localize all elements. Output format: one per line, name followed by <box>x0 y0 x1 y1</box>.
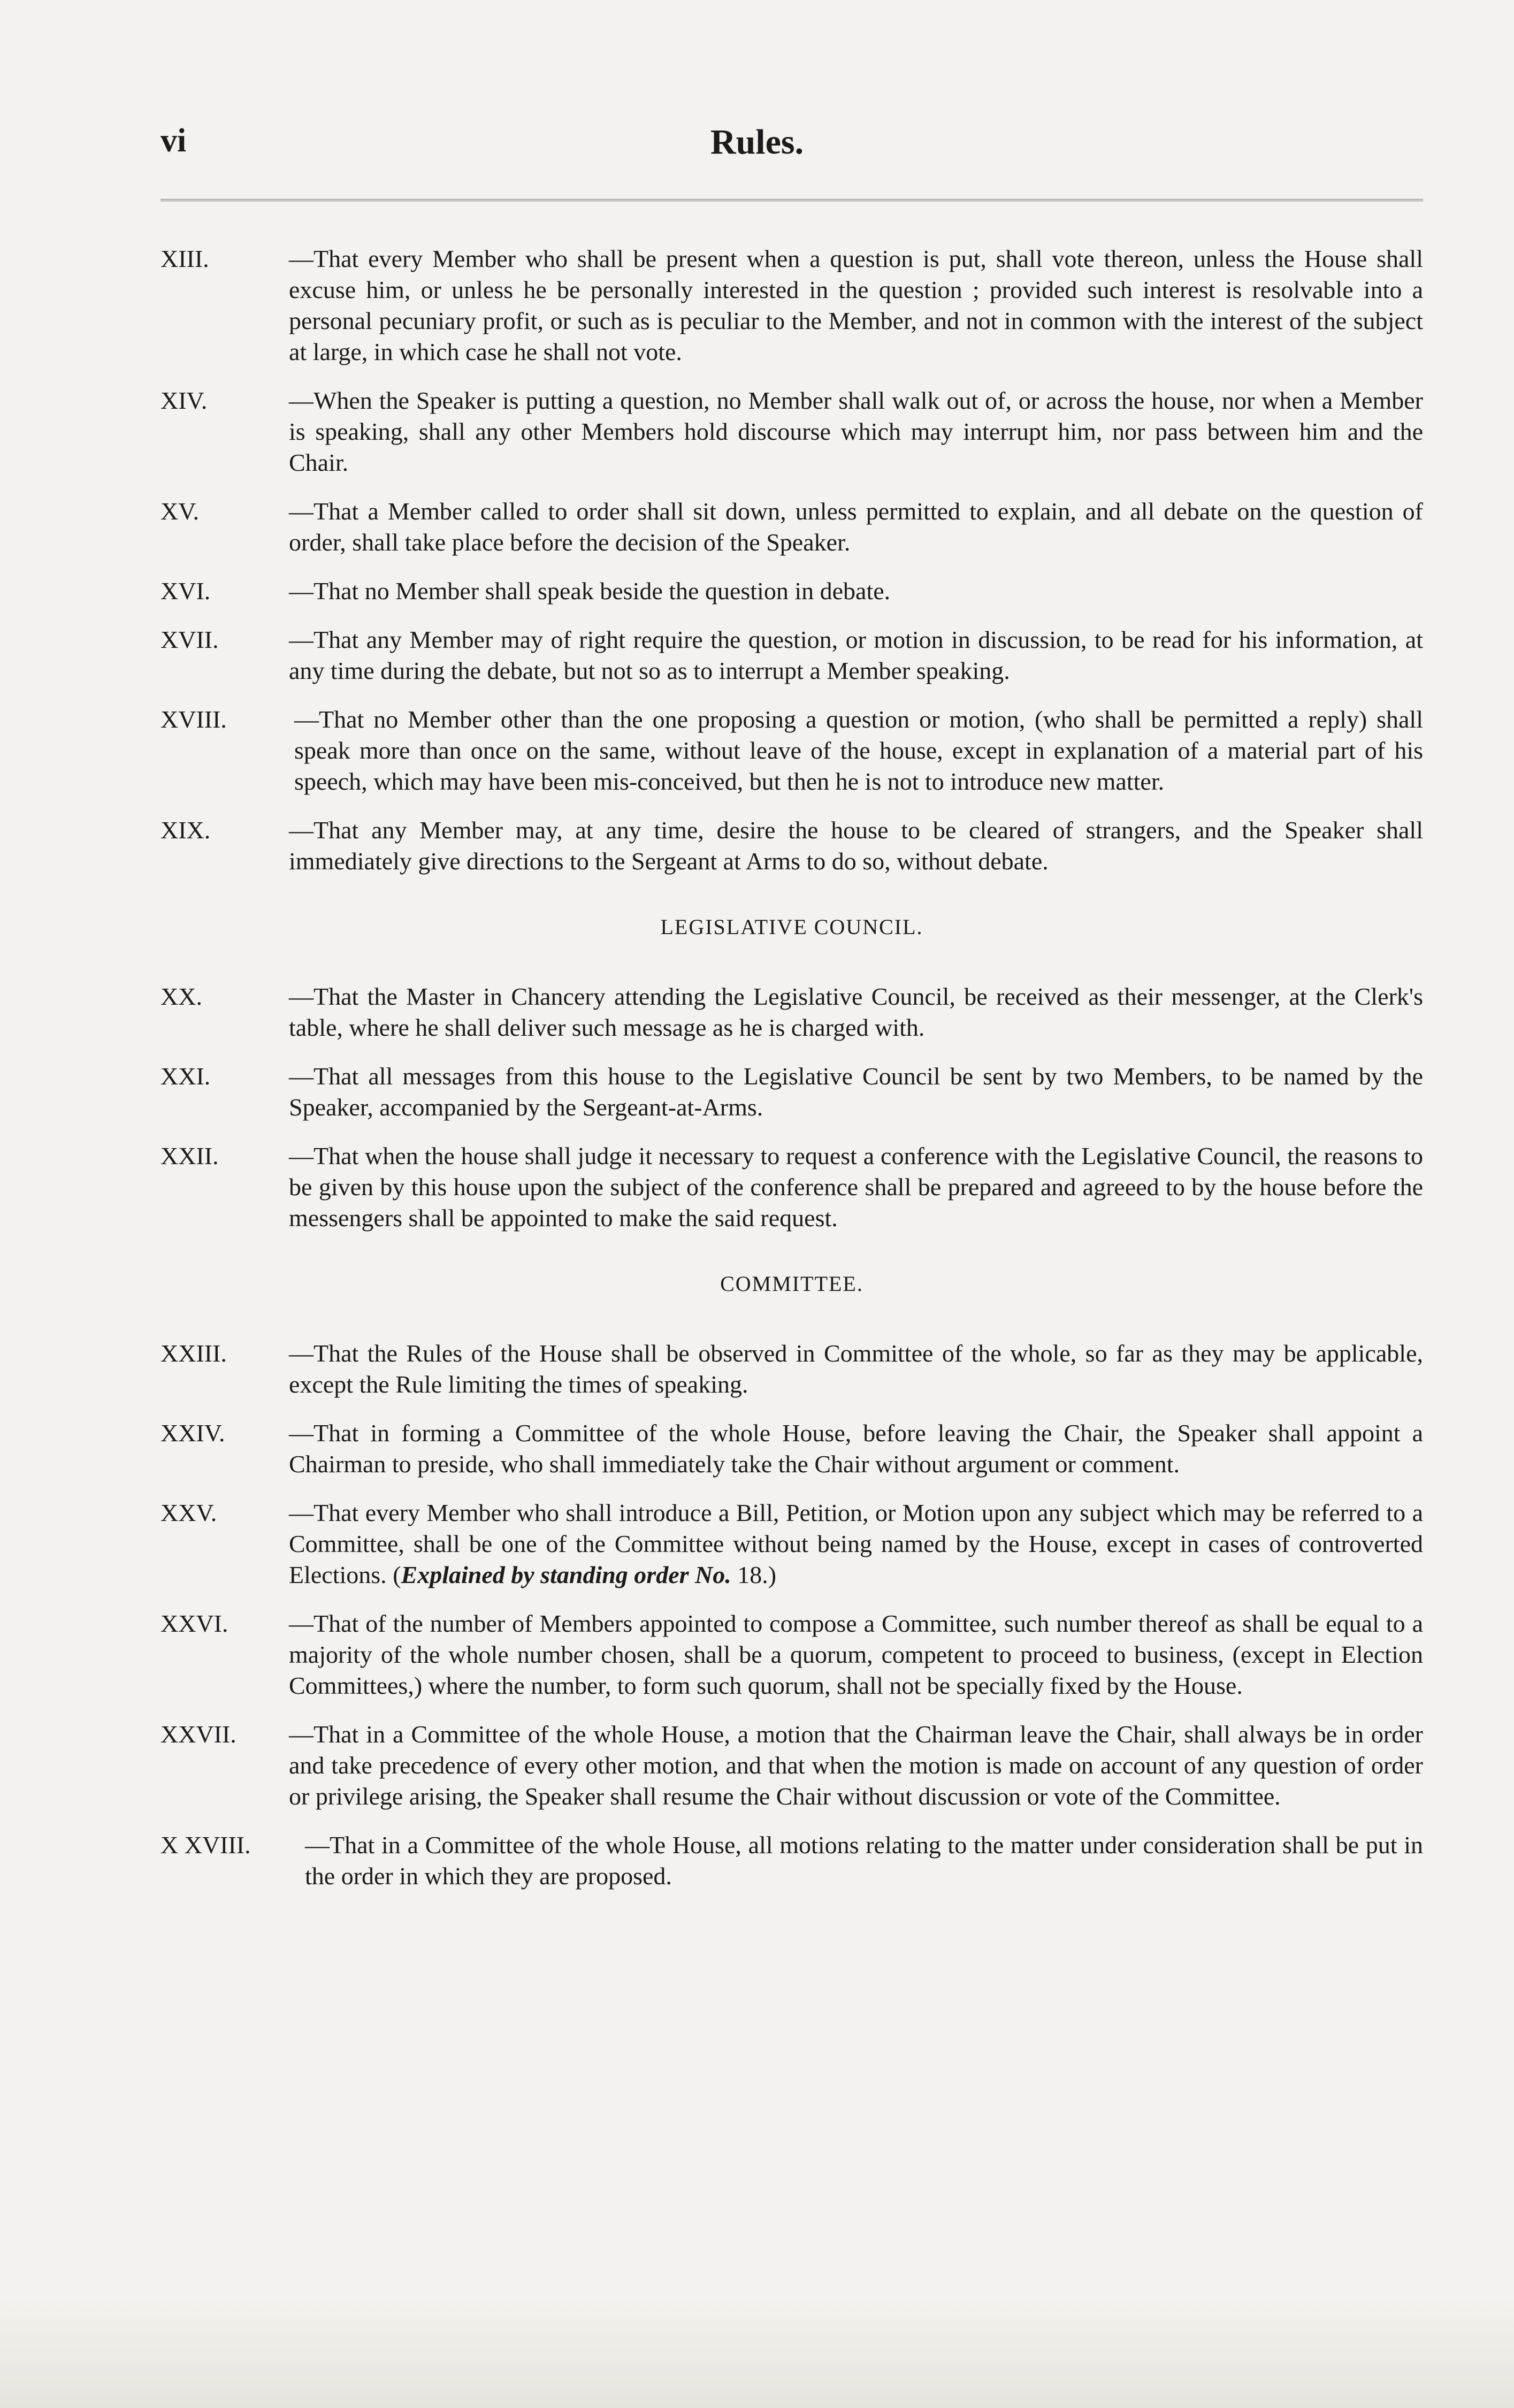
rule-19 <box>160 815 1423 877</box>
rule-text: —That every Member who shall be present when a question is put, shall vote thereon, unless the House shall excuse him, or unless he be personally interested in the question ; provided such interest is resolvable into a personal pecuniary profit, or such as is peculiar to the Member, and not in common with the interest of the subject at large, in which case he shall not vote. <box>289 245 1423 365</box>
rule-text: —That in a Committee of the whole House, a motion that the Chairman leave the Chair, shall always be in order and take precedence of every other motion, and that when the motion is made on account of any question of order or privilege arising, the Speaker shall resume the Chair without discussion or vote of the Committee. <box>289 1721 1423 1810</box>
rule-13 <box>160 243 1423 368</box>
rule-number: XVII. <box>160 626 219 653</box>
rule-21 <box>160 1061 1423 1123</box>
section-heading-committee: COMMITTEE. <box>720 1272 863 1296</box>
rule-number: XVIII. <box>160 706 227 733</box>
rule-text: —When the Speaker is putting a question, no Member shall walk out of, or across the house, nor when a Member is speaking, shall any other Members hold discourse which may interrupt him, nor pass between him and the Chair. <box>289 387 1423 476</box>
section-heading-legislative-council: LEGISLATIVE COUNCIL. <box>660 915 923 939</box>
rule-number: XXIV. <box>160 1419 225 1447</box>
rule-16 <box>160 576 1423 607</box>
rule-number: XXV. <box>160 1499 217 1526</box>
rule-text: —That any Member may, at any time, desire the house to be cleared of strangers, and the Speaker shall immediately give directions to the Sergeant at Arms to do so, without debate. <box>289 816 1423 875</box>
rule-number: XXVI. <box>160 1610 228 1637</box>
rule-15 <box>160 496 1423 558</box>
rule-23 <box>160 1338 1423 1400</box>
rule-number: XIX. <box>160 816 211 844</box>
rule-text: —That all messages from this house to the Legislative Council be sent by two Members, to be named by the Speaker, accompanied by the Sergeant-at-Arms. <box>289 1062 1423 1121</box>
page-edge-smudge <box>0 2295 1514 2408</box>
header-rule <box>160 199 1423 201</box>
standing-order-note: Explained by standing order No. <box>401 1561 731 1588</box>
rule-text: —That in forming a Committee of the whole House, before leaving the Chair, the Speaker shall appoint a Chairman to preside, who shall immediately take the Chair without argument or comment. <box>289 1419 1423 1478</box>
rule-number: XXIII. <box>160 1340 227 1367</box>
rule-20 <box>160 981 1423 1043</box>
rule-number: X XVIII. <box>160 1831 251 1859</box>
rule-text: —That any Member may of right require the question, or motion in discussion, to be read for his information, at any time during the debate, but not so as to interrupt a Member speaking. <box>289 626 1423 684</box>
standing-order-note-open: ( <box>393 1561 401 1588</box>
rule-text: —That the Master in Chancery attending the Legislative Council, be received as their messenger, at the Clerk's table, where he shall deliver such message as he is charged with. <box>289 983 1423 1041</box>
rule-number: XIV. <box>160 387 208 414</box>
rules-body <box>160 243 1423 1909</box>
rule-number: XXI. <box>160 1062 211 1090</box>
rule-28 <box>160 1830 1423 1892</box>
rule-text: —That the Rules of the House shall be observed in Committee of the whole, so far as they may be applicable, except the Rule limiting the times of speaking. <box>289 1340 1423 1398</box>
rule-text: —That every Member who shall introduce a Bill, Petition, or Motion upon any subject which may be referred to a Committee, shall be one of the Committee without being named by the House, except in cases of controverted Elections. <box>289 1499 1423 1588</box>
rule-text: —That of the number of Members appointed to compose a Committee, such number thereof as shall be equal to a majority of the whole number chosen, shall be a quorum, competent to proceed to business, (except in Election Committees,) where the number, to form such quorum, shall not be specially fixed by the House. <box>289 1610 1423 1699</box>
rule-number: XVI. <box>160 577 211 605</box>
rule-text: —That in a Committee of the whole House, all motions relating to the matter under consideration shall be put in the order in which they are proposed. <box>305 1831 1423 1890</box>
rule-number: XXII. <box>160 1142 219 1169</box>
rule-26 <box>160 1608 1423 1701</box>
rule-25 <box>160 1497 1423 1591</box>
rule-14 <box>160 385 1423 478</box>
rule-number: XX. <box>160 983 202 1010</box>
standing-order-note-close: 18.) <box>731 1561 777 1588</box>
rule-number: XIII. <box>160 245 209 272</box>
rule-text: —That when the house shall judge it necessary to request a conference with the Legislative Council, the reasons to be given by this house upon the subject of the conference shall be prepared and agreeed to by the house before the messengers shall be appointed to make the said request. <box>289 1142 1423 1232</box>
rule-18 <box>160 704 1423 797</box>
running-title: Rules. <box>710 123 804 162</box>
rule-text: —That a Member called to order shall sit down, unless permitted to explain, and all debate on the question of order, shall take place before the decision of the Speaker. <box>289 498 1423 556</box>
rule-17 <box>160 624 1423 686</box>
page-number: vi <box>160 123 187 159</box>
rule-text: —That no Member shall speak beside the question in debate. <box>289 577 891 605</box>
rule-27 <box>160 1719 1423 1812</box>
rule-number: XV. <box>160 498 200 525</box>
rule-text: —That no Member other than the one proposing a question or motion, (who shall be permitted a reply) shall speak more than once on the same, without leave of the house, except in explanation of a material part of his speech, which may have been mis-conceived, but then he is not to introduce new matter. <box>294 706 1423 795</box>
rule-number: XXVII. <box>160 1721 236 1748</box>
rule-22 <box>160 1141 1423 1234</box>
rule-24 <box>160 1418 1423 1480</box>
